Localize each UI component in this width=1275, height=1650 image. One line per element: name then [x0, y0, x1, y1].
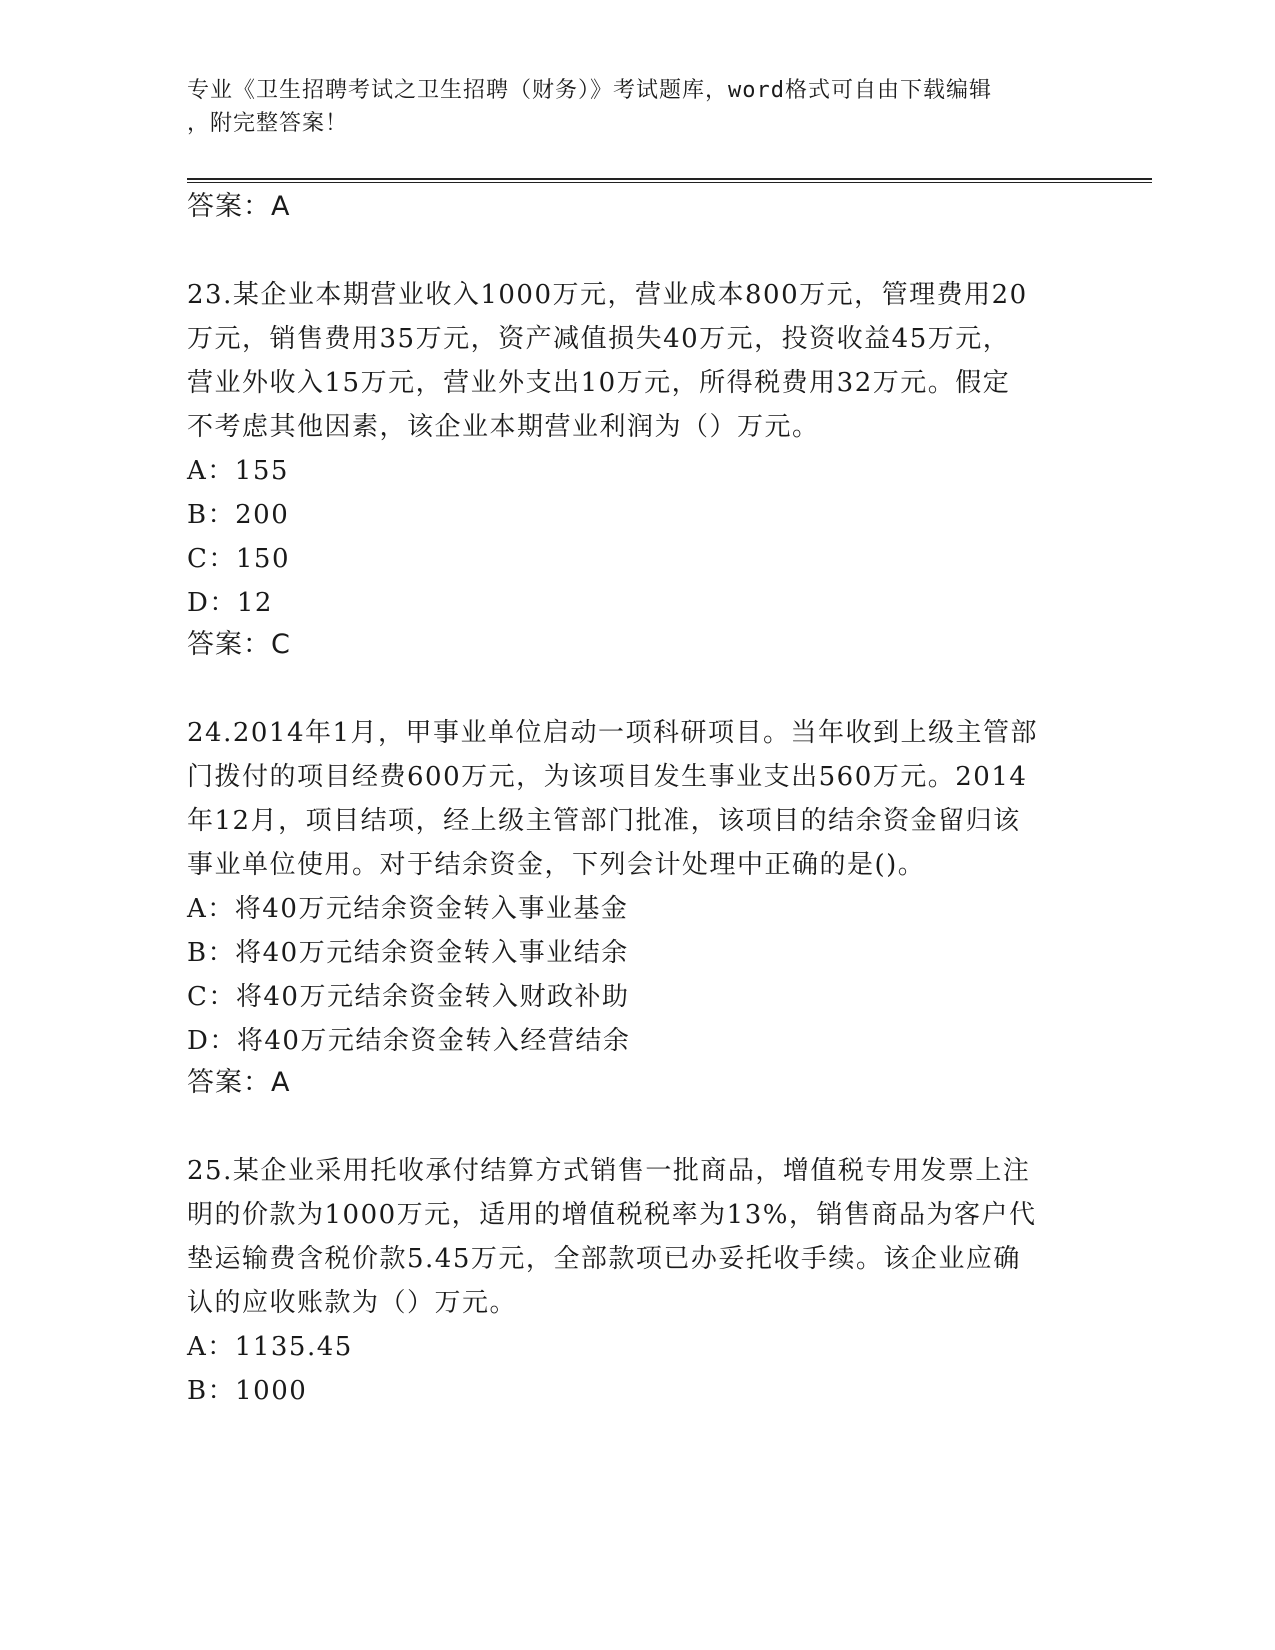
question-text-line: 事业单位使用。对于结余资金，下列会计处理中正确的是()。	[187, 850, 926, 880]
question-text-line: 25.某企业采用托收承付结算方式销售一批商品，增值税专用发票上注	[187, 1156, 1031, 1186]
header-line-1: 专业《卫生招聘考试之卫生招聘（财务）》考试题库，word格式可自由下载编辑	[187, 78, 992, 103]
option-a: A：将40万元结余资金转入事业基金	[187, 894, 629, 924]
question-text-line: 营业外收入15万元，营业外支出10万元，所得税费用32万元。假定	[187, 368, 1011, 398]
option-b: B：1000	[187, 1376, 308, 1406]
question-text-line: 23.某企业本期营业收入1000万元，营业成本800万元，管理费用20	[187, 280, 1028, 310]
answer-label: 答案：A	[187, 1067, 291, 1098]
option-a: A：1135.45	[187, 1332, 353, 1362]
answer-label: 答案：A	[187, 191, 291, 222]
question-text-line: 年12月，项目结项，经上级主管部门批准，该项目的结余资金留归该	[187, 806, 1021, 836]
option-d: D：12	[187, 588, 273, 618]
header-divider-thin	[187, 182, 1152, 183]
option-c: C：将40万元结余资金转入财政补助	[187, 982, 630, 1012]
question-text-line: 不考虑其他因素，该企业本期营业利润为（）万元。	[187, 412, 820, 442]
question-text-line: 明的价款为1000万元，适用的增值税税率为13%，销售商品为客户代	[187, 1200, 1037, 1230]
header-line-2: ，附完整答案！	[187, 111, 349, 136]
option-d: D：将40万元结余资金转入经营结余	[187, 1026, 631, 1056]
header-divider-thick	[187, 178, 1152, 180]
question-text-line: 垫运输费含税价款5.45万元，全部款项已办妥托收手续。该企业应确	[187, 1244, 1021, 1274]
option-b: B：将40万元结余资金转入事业结余	[187, 938, 629, 968]
option-b: B：200	[187, 500, 290, 530]
question-text-line: 门拨付的项目经费600万元，为该项目发生事业支出560万元。2014	[187, 762, 1028, 792]
option-a: A：155	[187, 456, 289, 486]
question-text-line: 认的应收账款为（）万元。	[187, 1288, 518, 1318]
question-text-line: 24.2014年1月，甲事业单位启动一项科研项目。当年收到上级主管部	[187, 718, 1039, 748]
document-header	[187, 74, 1067, 140]
answer-label: 答案：C	[187, 629, 291, 660]
option-c: C：150	[187, 544, 291, 574]
question-text-line: 万元，销售费用35万元，资产减值损失40万元，投资收益45万元，	[187, 324, 1011, 354]
